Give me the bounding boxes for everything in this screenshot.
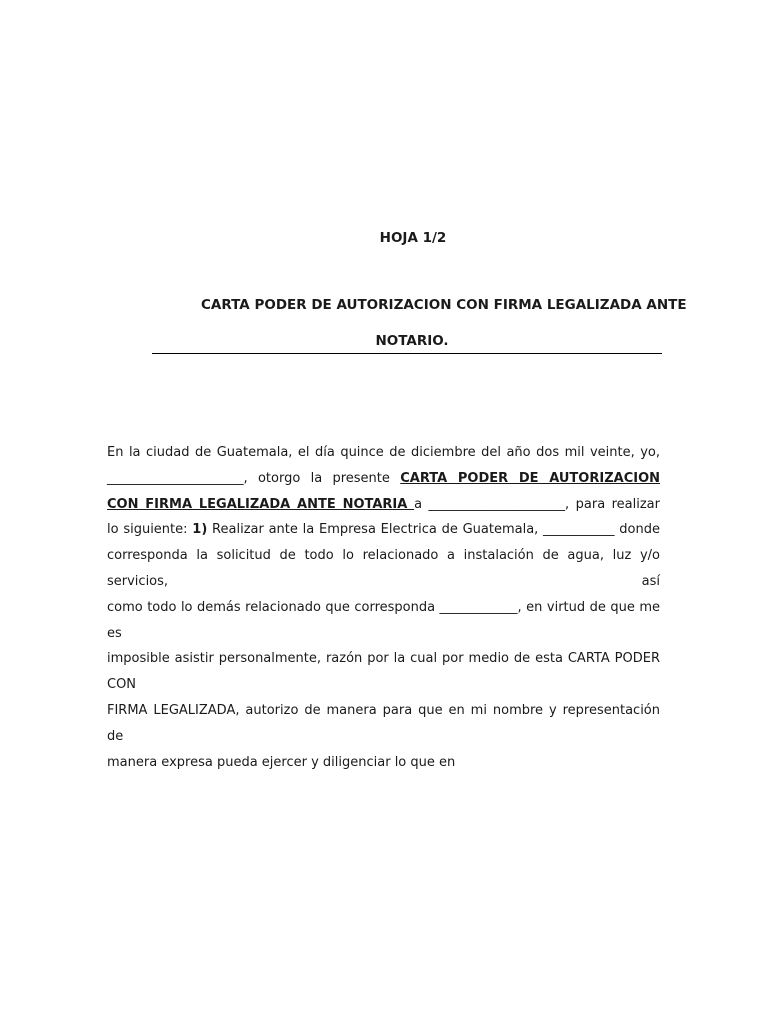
document-body [107,440,660,775]
body-line: En la ciudad de Guatemala, el día quince de diciembre del año dos mil veinte, yo, [107,445,660,460]
emphasis-text: CARTA PODER DE AUTORIZACION [400,470,660,486]
body-line: corresponda la solicitud de todo lo relacionado a instalación de agua, luz y/o servicios, así [107,548,660,589]
recipient-blank-text: a _____________________, para realizar [414,496,660,512]
document-title-line-1: CARTA PODER DE AUTORIZACION CON FIRMA LEGALIZADA ANTE [201,297,687,313]
body-line: manera expresa pueda ejercer y diligenciar lo que en [107,754,456,770]
item-number: 1) [192,522,208,538]
body-line: imposible asistir personalmente, razón por la cual por medio de esta CARTA PODER CON [107,651,660,693]
body-line [107,492,660,518]
intro-text: lo siguiente: [107,522,193,538]
body-line [107,466,660,492]
body-line: como todo lo demás relacionado que corresponda ____________, en virtud de que me es [107,599,660,641]
document-title-line-2: NOTARIO. [152,333,662,354]
emphasis-text: CON FIRMA LEGALIZADA ANTE NOTARIA [107,496,415,512]
body-line: FIRMA LEGALIZADA, autorizo de manera para que en mi nombre y representación de [107,702,660,744]
blank-and-grant-text: _____________________, otorgo la presente [107,470,401,486]
sheet-number-label: HOJA 1/2 [379,230,447,246]
body-line [107,517,660,543]
item-text: Realizar ante la Empresa Electrica de Guatemala, ___________ donde [207,522,661,538]
